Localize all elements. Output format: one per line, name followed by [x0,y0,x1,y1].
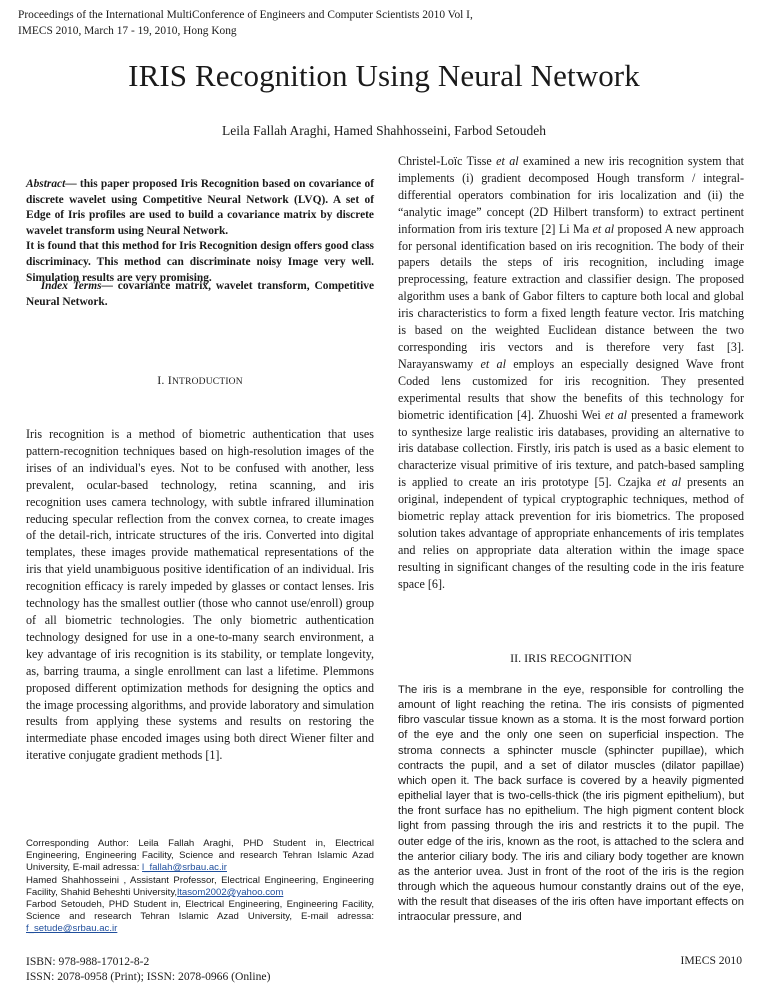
section-heading-introduction: I. INTRODUCTION [157,373,243,387]
corresponding-author-footnote: Corresponding Author: Leila Fallah Araghi, PHD Student in, Electrical Engineering, Engineering Facility, Science and research Tehran Islamic Azad University, E-mail adressa: l_fallah@srbau.ac.ir Hamed Shahhosseini , Assistant Professor, Electrical Engineering, Engineering Facility, Shahid Beheshti University,ltasom2002@yahoo.com Farbod Setoudeh, PHD Student in, Electrical Engineering, Engineering Facility, Science and research Tehran Islamic Azad University, E-mail adressa: f_setude@srbau.ac.ir [26,838,374,935]
introduction-body [26,426,374,764]
footer-conference: IMECS 2010 [680,954,742,967]
issn-line: ISSN: 2078-0958 (Print); ISSN: 2078-0966 (Online) [26,970,271,983]
paper-title: IRIS Recognition Using Neural Network [128,58,640,93]
header-line-2: IMECS 2010, March 17 - 19, 2010, Hong Kong [18,25,237,37]
running-header [18,7,578,39]
abstract-text: — this paper proposed Iris Recognition based on covariance of discrete wavelet using Competitive Neural Network (LVQ). A set of Edge of Iris profiles are used to build a covariance matrix by discrete wavelet transform using Neural Network. [26,178,374,237]
abstract-label: Abstract [26,178,66,190]
header-line-1: Proceedings of the International MultiConference of Engineers and Computer Scientists 2010 Vol I, [18,9,473,21]
iris-recognition-body [398,683,744,926]
index-terms-label: Index Terms [40,280,102,292]
index-terms [26,279,374,310]
email-link-1[interactable]: l_fallah@srbau.ac.ir [142,862,227,874]
isbn-line: ISBN: 978-988-17012-8-2 [26,955,150,968]
related-work-paragraph: Christel-Loïc Tisse et al examined a new iris recognition system that implements (i) gradient decomposed Hough transform / integral-differential operators combination for iris localization and (ii) the “analytic image” concept (2D Hilbert transform) to extract pertinent information from iris texture [2] Li Ma et al proposed A new approach for personal identification based on iris recognition. The body of their papers details the steps of iris recognition, including image preprocessing, feature extraction and classifier design. The proposed algorithm uses a bank of Gabor filters to capture both local and global iris characteristics to form a fixed length feature vector. Iris matching is based on the weighted Euclidean distance between the two corresponding iris vectors and is therefore very fast [3]. Narayanswamy et al employs an especially designed Wave front Coded lens customized for iris recognition. They presented experimental results that show the benefits of this technology for biometric identification [4]. Zhuoshi Wei et al presented a framework to synthesize large realistic iris databases, providing an alternative to iris database collection. Firstly, iris patch is used as a basic element to characterize visual primitive of iris texture, and patch-based sampling is applied to create an iris prototype [5]. Czajka et al presents an original, independent of typical cryptographic techniques, method of biometric replay attack prevention for iris biometrics. The proposed solution takes advantage of appropriate enhancements of iris templates and relies on appropriate data alteration within the image space resulting in significant changes of the resulting code in the iris feature space [6]. [398,154,744,591]
abstract [26,177,374,286]
introduction-paragraph: Iris recognition is a method of biometric authentication that uses pattern-recognition techniques based on high-resolution images of the irises of an individual's eyes. Not to be confused with another, less prevalent, ocular-based technology, retina scanning, and iris recognition uses camera technology, with subtle infrared illumination reducing specular reflection from the convex cornea, to create images of the detail-rich, intricate structures of the iris. Converted into digital templates, these images provide mathematical representations of the iris that yield unambiguous positive identification of an individual. Iris recognition efficacy is rarely impeded by glasses or contact lenses. Iris technology has the smallest outlier (those who cannot use/enroll) group of all biometric technologies. The only biometric authentication technology designed for use in a one-to-many search environment, a key advantage of iris recognition is its stability, or template longevity, as, barring trauma, a single enrollment can last a lifetime. Plemmons proposed different optimization methods for designing the optics and the image processing algorithms, and provide laboratory and simulation results from applying these systems and results on restoring the intermediate phase encoded images using both direct Wiener filter and iterative conjugate gradient methods [1]. [26,427,374,763]
abstract-text-2: It is found that this method for Iris Recognition design offers good class discriminacy. This method can discriminate noisy Image very well. Simulation results are very promising. [26,240,374,284]
index-terms-text: — covariance matrix, wavelet transform, Competitive Neural Network. [26,280,374,308]
email-link-3[interactable]: f_setude@srbau.ac.ir [26,923,118,935]
iris-paragraph: The iris is a membrane in the eye, responsible for controlling the amount of light reaching the retina. The iris consists of pigmented fibro vascular tissue known as a stoma. It is the most forward portion of the eye and the only one seen on superficial inspection. The stroma connects a sphincter muscle (sphincter pupillae), which contracts the pupil, and a set of dilator muscles (dilator papillae) which open it. The back surface is covered by a heavily pigmented epithelial layer that is two-cells-thick (the iris pigment epithelium), but the front surface has no epithelium. The high pigment content block light from passing through the iris and restricts it to the pupil. The outer edge of the iris, known as the root, is attached to the sclera and the anterior ciliary body. The iris and ciliary body together are known as the anterior uvea. Just in front of the root of the iris is the region through which the aqueous humour constantly drains out of the eye, with the result that diseases of the iris often have important effects on intraocular pressure, and [398,684,744,924]
footer-isbn [26,954,270,984]
paper-authors: Leila Fallah Araghi, Hamed Shahhosseini, Farbod Setoudeh [222,123,546,138]
email-link-2[interactable]: ltasom2002@yahoo.com [177,886,284,898]
section-heading-iris-recognition: II. IRIS RECOGNITION [510,651,632,665]
section-number: I. [157,373,168,387]
